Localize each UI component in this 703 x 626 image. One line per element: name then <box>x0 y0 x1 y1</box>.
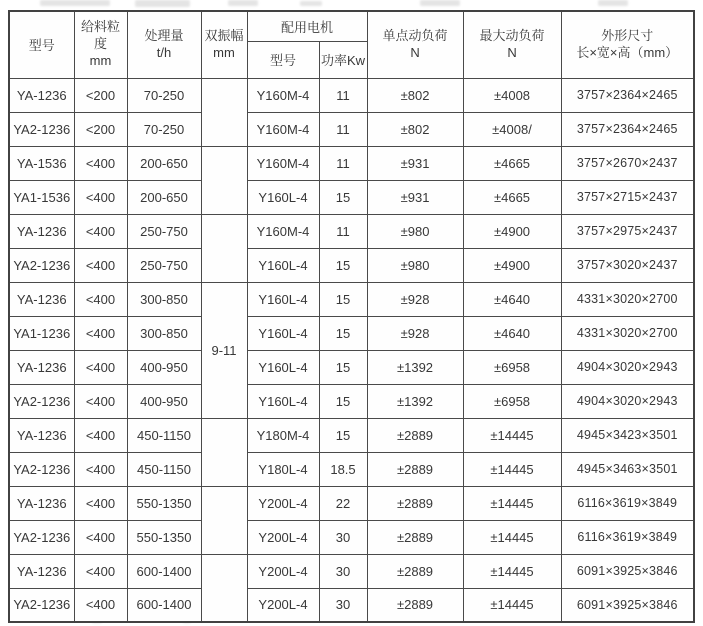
header-line: 外形尺寸 <box>601 27 654 43</box>
col-header-feed-size <box>74 11 127 78</box>
header-line: 单点动负荷 <box>382 27 448 43</box>
cell-feed-size: <400 <box>74 180 127 214</box>
cell-max-load: ±14445 <box>463 588 561 622</box>
header-line: 长×宽×高（mm） <box>576 44 679 60</box>
cell-amplitude <box>201 146 247 214</box>
cell-motor-model: Y160L-4 <box>247 282 319 316</box>
cell-dimensions: 4945×3463×3501 <box>561 452 694 486</box>
cell-motor-power: 11 <box>319 214 367 248</box>
header-line: 给料粒 <box>80 19 120 35</box>
cell-point-load: ±931 <box>367 180 463 214</box>
col-header-capacity <box>127 11 201 78</box>
cell-feed-size: <400 <box>74 588 127 622</box>
header-line: 处理量 <box>144 27 184 43</box>
cell-motor-model: Y160M-4 <box>247 146 319 180</box>
cell-model: YA2-1236 <box>9 588 74 622</box>
cell-model: YA2-1236 <box>9 384 74 418</box>
table-row <box>9 112 694 146</box>
cell-model: YA-1236 <box>9 78 74 112</box>
cell-capacity: 600-1400 <box>127 554 201 588</box>
cell-motor-power: 11 <box>319 112 367 146</box>
cell-dimensions: 4331×3020×2700 <box>561 282 694 316</box>
cell-feed-size: <400 <box>74 520 127 554</box>
cell-motor-model: Y160L-4 <box>247 180 319 214</box>
table-row <box>9 520 694 554</box>
cell-dimensions: 4331×3020×2700 <box>561 316 694 350</box>
cell-max-load: ±4640 <box>463 282 561 316</box>
cell-max-load: ±6958 <box>463 350 561 384</box>
cell-motor-model: Y160M-4 <box>247 78 319 112</box>
cell-max-load: ±4640 <box>463 316 561 350</box>
cell-capacity: 200-650 <box>127 146 201 180</box>
scan-artifact <box>300 1 322 6</box>
cell-dimensions: 4904×3020×2943 <box>561 384 694 418</box>
table-row <box>9 554 694 588</box>
col-header-motor-group: 配用电机 <box>247 11 367 41</box>
header-line: mm <box>213 44 235 60</box>
cell-motor-power: 15 <box>319 180 367 214</box>
cell-capacity: 200-650 <box>127 180 201 214</box>
cell-max-load: ±4900 <box>463 248 561 282</box>
cell-model: YA1-1236 <box>9 316 74 350</box>
table-row <box>9 350 694 384</box>
cell-amplitude-value: 9-11 <box>201 282 247 418</box>
cell-feed-size: <400 <box>74 486 127 520</box>
cell-point-load: ±2889 <box>367 452 463 486</box>
cell-motor-model: Y160M-4 <box>247 214 319 248</box>
cell-dimensions: 4904×3020×2943 <box>561 350 694 384</box>
cell-point-load: ±2889 <box>367 418 463 452</box>
col-header-max-load <box>463 11 561 78</box>
header-line: N <box>507 44 517 60</box>
cell-motor-model: Y160L-4 <box>247 384 319 418</box>
cell-dimensions: 3757×3020×2437 <box>561 248 694 282</box>
table-row <box>9 452 694 486</box>
table-row <box>9 248 694 282</box>
table-row <box>9 78 694 112</box>
cell-model: YA-1236 <box>9 350 74 384</box>
cell-motor-power: 15 <box>319 384 367 418</box>
cell-feed-size: <400 <box>74 248 127 282</box>
cell-model: YA-1236 <box>9 418 74 452</box>
cell-amplitude <box>201 418 247 486</box>
cell-motor-power: 18.5 <box>319 452 367 486</box>
cell-max-load: ±4008 <box>463 78 561 112</box>
cell-point-load: ±928 <box>367 282 463 316</box>
cell-amplitude <box>201 486 247 554</box>
table-row <box>9 282 694 316</box>
cell-model: YA2-1236 <box>9 520 74 554</box>
cell-capacity: 250-750 <box>127 248 201 282</box>
cell-point-load: ±1392 <box>367 350 463 384</box>
header-line: mm <box>89 53 112 69</box>
cell-capacity: 550-1350 <box>127 520 201 554</box>
cell-amplitude <box>201 554 247 622</box>
cell-dimensions: 6091×3925×3846 <box>561 554 694 588</box>
cell-point-load: ±1392 <box>367 384 463 418</box>
header-line: N <box>410 44 420 60</box>
cell-model: YA2-1236 <box>9 112 74 146</box>
table-row <box>9 384 694 418</box>
cell-model: YA1-1536 <box>9 180 74 214</box>
cell-point-load: ±802 <box>367 78 463 112</box>
table-row <box>9 588 694 622</box>
cell-motor-model: Y200L-4 <box>247 588 319 622</box>
header-line: 最大动负荷 <box>479 27 545 43</box>
cell-model: YA-1236 <box>9 554 74 588</box>
cell-dimensions: 6116×3619×3849 <box>561 486 694 520</box>
cell-capacity: 450-1150 <box>127 452 201 486</box>
col-header-point-load <box>367 11 463 78</box>
cell-feed-size: <400 <box>74 146 127 180</box>
header-line: t/h <box>156 44 172 60</box>
scan-artifact <box>228 0 258 6</box>
cell-motor-power: 22 <box>319 486 367 520</box>
cell-point-load: ±980 <box>367 214 463 248</box>
cell-capacity: 70-250 <box>127 78 201 112</box>
cell-capacity: 550-1350 <box>127 486 201 520</box>
cell-motor-power: 15 <box>319 282 367 316</box>
cell-capacity: 450-1150 <box>127 418 201 452</box>
table-row <box>9 418 694 452</box>
cell-max-load: ±14445 <box>463 418 561 452</box>
cell-amplitude <box>201 78 247 146</box>
cell-motor-model: Y200L-4 <box>247 486 319 520</box>
cell-point-load: ±802 <box>367 112 463 146</box>
table-row <box>9 180 694 214</box>
table-row <box>9 214 694 248</box>
cell-feed-size: <400 <box>74 384 127 418</box>
cell-motor-model: Y160L-4 <box>247 248 319 282</box>
cell-dimensions: 6091×3925×3846 <box>561 588 694 622</box>
cell-model: YA2-1236 <box>9 452 74 486</box>
cell-max-load: ±4900 <box>463 214 561 248</box>
cell-point-load: ±2889 <box>367 486 463 520</box>
cell-max-load: ±6958 <box>463 384 561 418</box>
cell-point-load: ±931 <box>367 146 463 180</box>
cell-dimensions: 4945×3423×3501 <box>561 418 694 452</box>
cell-motor-model: Y180M-4 <box>247 418 319 452</box>
cell-max-load: ±4008/ <box>463 112 561 146</box>
cell-feed-size: <400 <box>74 554 127 588</box>
cell-motor-power: 30 <box>319 588 367 622</box>
cell-motor-power: 15 <box>319 418 367 452</box>
cell-dimensions: 3757×2364×2465 <box>561 112 694 146</box>
cell-motor-power: 30 <box>319 520 367 554</box>
cell-motor-model: Y160M-4 <box>247 112 319 146</box>
cell-motor-power: 11 <box>319 146 367 180</box>
cell-dimensions: 3757×2975×2437 <box>561 214 694 248</box>
scan-artifact <box>135 0 190 7</box>
cell-motor-model: Y160L-4 <box>247 316 319 350</box>
cell-feed-size: <400 <box>74 350 127 384</box>
cell-max-load: ±14445 <box>463 520 561 554</box>
cell-dimensions: 3757×2670×2437 <box>561 146 694 180</box>
table-row <box>9 486 694 520</box>
col-header-motor-power: 功率Kw <box>319 41 367 78</box>
cell-motor-model: Y200L-4 <box>247 520 319 554</box>
cell-max-load: ±14445 <box>463 452 561 486</box>
cell-capacity: 400-950 <box>127 350 201 384</box>
cell-capacity: 400-950 <box>127 384 201 418</box>
cell-model: YA-1236 <box>9 214 74 248</box>
cell-motor-power: 30 <box>319 554 367 588</box>
spec-table <box>8 10 695 623</box>
cell-capacity: 300-850 <box>127 282 201 316</box>
cell-feed-size: <400 <box>74 316 127 350</box>
cell-feed-size: <200 <box>74 112 127 146</box>
cell-dimensions: 3757×2715×2437 <box>561 180 694 214</box>
cell-model: YA-1236 <box>9 486 74 520</box>
cell-motor-model: Y180L-4 <box>247 452 319 486</box>
cell-max-load: ±14445 <box>463 486 561 520</box>
cell-dimensions: 3757×2364×2465 <box>561 78 694 112</box>
cell-model: YA2-1236 <box>9 248 74 282</box>
cell-feed-size: <400 <box>74 452 127 486</box>
cell-point-load: ±2889 <box>367 520 463 554</box>
scan-artifact <box>598 0 628 6</box>
table-row <box>9 316 694 350</box>
cell-point-load: ±2889 <box>367 554 463 588</box>
table-row <box>9 146 694 180</box>
cell-feed-size: <400 <box>74 418 127 452</box>
cell-feed-size: <200 <box>74 78 127 112</box>
cell-motor-model: Y200L-4 <box>247 554 319 588</box>
cell-max-load: ±14445 <box>463 554 561 588</box>
cell-capacity: 70-250 <box>127 112 201 146</box>
col-header-motor-model: 型号 <box>247 41 319 78</box>
cell-point-load: ±2889 <box>367 588 463 622</box>
header-line: 双振幅 <box>204 27 244 43</box>
cell-max-load: ±4665 <box>463 146 561 180</box>
cell-max-load: ±4665 <box>463 180 561 214</box>
cell-capacity: 250-750 <box>127 214 201 248</box>
scan-artifact <box>40 0 110 6</box>
col-header-model: 型号 <box>9 11 74 78</box>
cell-motor-power: 11 <box>319 78 367 112</box>
cell-feed-size: <400 <box>74 214 127 248</box>
cell-point-load: ±980 <box>367 248 463 282</box>
col-header-amplitude <box>201 11 247 78</box>
cell-model: YA-1536 <box>9 146 74 180</box>
col-header-dimensions <box>561 11 694 78</box>
cell-motor-power: 15 <box>319 248 367 282</box>
cell-point-load: ±928 <box>367 316 463 350</box>
cell-amplitude <box>201 214 247 282</box>
cell-motor-power: 15 <box>319 350 367 384</box>
scan-artifact <box>420 0 460 6</box>
cell-dimensions: 6116×3619×3849 <box>561 520 694 554</box>
cell-capacity: 600-1400 <box>127 588 201 622</box>
header-line: 度 <box>93 36 107 52</box>
cell-capacity: 300-850 <box>127 316 201 350</box>
cell-feed-size: <400 <box>74 282 127 316</box>
cell-model: YA-1236 <box>9 282 74 316</box>
cell-motor-power: 15 <box>319 316 367 350</box>
cell-motor-model: Y160L-4 <box>247 350 319 384</box>
